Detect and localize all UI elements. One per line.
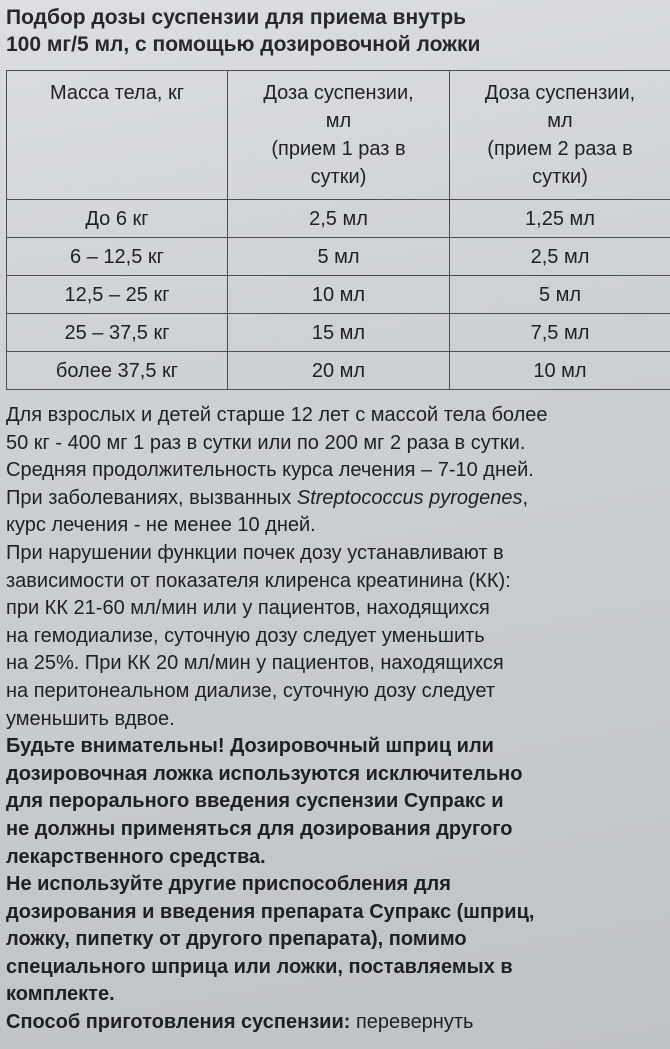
- header-text: (прием 1 раз в: [271, 138, 406, 160]
- text-line: Средняя продолжительность курса лечения – 7-10 дней.: [6, 459, 534, 482]
- cell-weight: До 6 кг: [7, 200, 228, 238]
- cell-dose-once: 15 мл: [228, 314, 450, 352]
- text-line: на гемодиализе, суточную дозу следует уменьшить: [6, 624, 485, 647]
- preparation-heading: Способ приготовления суспензии:: [6, 1011, 351, 1034]
- cell-dose-once: 10 мл: [228, 276, 450, 314]
- warning-line: для перорального введения суспензии Супракс и: [6, 790, 504, 813]
- header-text: Доза суспензии,: [484, 82, 636, 104]
- text-span: ,: [522, 486, 529, 509]
- dosage-table: [6, 70, 670, 390]
- table-header-row: [7, 71, 670, 200]
- text-line: При нарушении функции почек дозу устанавливают в: [6, 541, 504, 564]
- header-text: Масса тела, кг: [49, 82, 185, 104]
- dosage-instructions: [6, 402, 670, 1037]
- cell-weight: 6 – 12,5 кг: [7, 238, 228, 276]
- header-text: (прием 2 раза в: [487, 138, 633, 160]
- warning-line: не должны применяться для дозирования другого: [6, 817, 513, 840]
- table-row: [7, 238, 670, 276]
- cell-dose-twice: 1,25 мл: [450, 200, 670, 238]
- table-row: [7, 200, 670, 238]
- text-line: курс лечения - не менее 10 дней.: [6, 514, 316, 537]
- cell-weight: 12,5 – 25 кг: [7, 276, 228, 314]
- warning-line: дозирования и введения препарата Супракс (шприц,: [6, 900, 535, 923]
- section-title: [6, 4, 666, 58]
- text-line: 50 кг - 400 мг 1 раз в сутки или по 200 мг 2 раза в сутки.: [6, 431, 526, 454]
- cell-weight: 25 – 37,5 кг: [7, 314, 228, 352]
- table-row: [7, 352, 670, 390]
- cell-dose-once: 20 мл: [228, 352, 450, 390]
- warning-line: дозировочная ложка используются исключительно: [6, 762, 523, 785]
- text-line: Для взрослых и детей старше 12 лет с массой тела более: [6, 404, 548, 426]
- text-line: при КК 21-60 мл/мин или у пациентов, находящихся: [6, 597, 490, 620]
- cell-dose-twice: 10 мл: [450, 352, 670, 390]
- header-dose-once-daily: [228, 71, 450, 200]
- text-span: перевернуть: [350, 1011, 474, 1034]
- warning-line: специального шприца или ложки, поставляемых в: [6, 955, 513, 978]
- table-row: [7, 276, 670, 314]
- cell-dose-twice: 5 мл: [450, 276, 670, 314]
- text-line: зависимости от показателя клиренса креатинина (КК):: [6, 569, 511, 592]
- cell-dose-twice: 2,5 мл: [450, 238, 670, 276]
- header-dose-twice-daily: [450, 71, 670, 200]
- cell-dose-twice: 7,5 мл: [450, 314, 670, 352]
- cell-dose-once: 2,5 мл: [228, 200, 450, 238]
- warning-line: Не используйте другие приспособления для: [6, 873, 451, 896]
- header-text: Доза суспензии,: [263, 82, 414, 104]
- warning-line: ложку, пипетку от другого препарата), помимо: [6, 928, 467, 951]
- header-text: мл: [547, 110, 573, 132]
- warning-line: лекарственного средства.: [6, 845, 266, 868]
- text-span: При заболеваниях, вызванных: [6, 486, 297, 509]
- header-text: сутки): [310, 166, 367, 188]
- text-line: уменьшить вдвое.: [6, 707, 175, 730]
- title-line-1: Подбор дозы суспензии для приема внутрь: [6, 6, 467, 29]
- text-line: на 25%. При КК 20 мл/мин у пациентов, находящихся: [6, 652, 504, 675]
- cell-dose-once: 5 мл: [228, 238, 450, 276]
- warning-line: комплекте.: [6, 983, 115, 1006]
- title-line-2: 100 мг/5 мл, с помощью дозировочной ложки: [6, 33, 481, 56]
- header-text: сутки): [532, 166, 588, 188]
- bacteria-name: Streptococcus pyrogenes: [296, 486, 523, 509]
- header-body-weight: [7, 71, 228, 200]
- preparation-line: [6, 1009, 670, 1037]
- warning-line: Будьте внимательны! Дозировочный шприц или: [6, 735, 494, 758]
- cell-weight: более 37,5 кг: [7, 352, 228, 390]
- text-line: на перитонеальном диализе, суточную дозу следует: [6, 679, 496, 702]
- header-text: мл: [325, 110, 352, 132]
- text-line: [6, 485, 670, 513]
- table-row: [7, 314, 670, 352]
